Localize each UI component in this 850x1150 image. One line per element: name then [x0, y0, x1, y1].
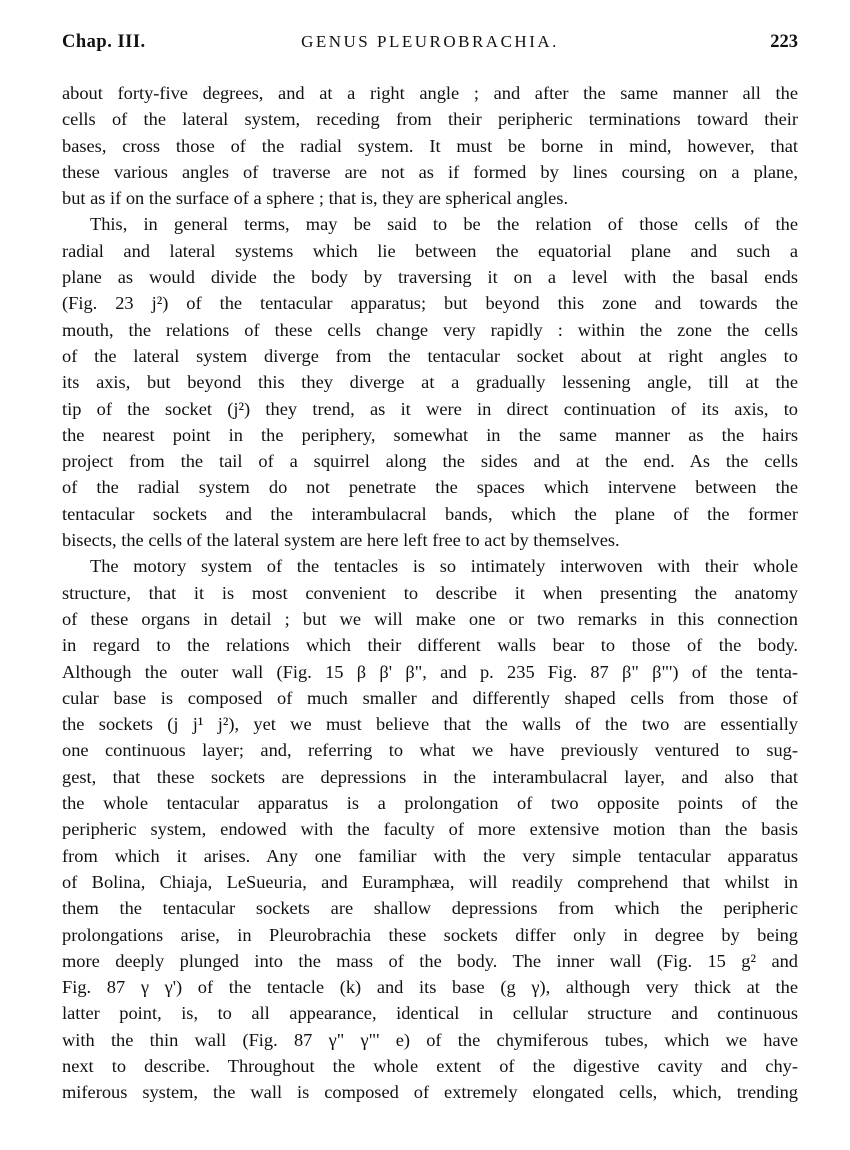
page-number: 223	[770, 32, 798, 52]
text-line: latter point, is, to all appearance, identical in cellular structure and continuous	[62, 1003, 798, 1024]
text-line: cular base is composed of much smaller and differently shaped cells from those of	[62, 687, 798, 708]
text-line: with the thin wall (Fig. 87 γ" γ"' e) of the chymiferous tubes, which we have	[62, 1029, 798, 1050]
text-line: project from the tail of a squirrel along the sides and at the end. As the cells	[62, 451, 798, 472]
text-line: one continuous layer; and, referring to what we have previously ventured to sug-	[62, 740, 798, 761]
text-line: next to describe. Throughout the whole extent of the digestive cavity and chy-	[62, 1055, 798, 1076]
text-line: about forty-five degrees, and at a right angle ; and after the same manner all the	[62, 83, 798, 103]
running-header	[62, 30, 798, 60]
text-line: cells of the lateral system, receding from their peripheric terminations toward their	[62, 109, 798, 130]
book-page	[62, 30, 798, 1106]
text-line: Fig. 87 γ γ') of the tentacle (k) and its base (g γ), although very thick at the	[62, 977, 798, 998]
text-line: its axis, but beyond this they diverge at a gradually lessening angle, till at the	[62, 372, 798, 393]
text-line: Although the outer wall (Fig. 15 β β' β", and p. 235 Fig. 87 β" β"') of the tenta-	[62, 661, 798, 682]
text-line: plane as would divide the body by traversing it on a level with the basal ends	[62, 267, 798, 288]
text-line: the whole tentacular apparatus is a prolongation of two opposite points of the	[62, 793, 798, 814]
text-line: prolongations arise, in Pleurobrachia these sockets differ only in degree by being	[62, 924, 798, 945]
text-line: tip of the socket (j²) they trend, as it were in direct continuation of its axis, to	[62, 398, 798, 419]
text-line: peripheric system, endowed with the faculty of more extensive motion than the basis	[62, 819, 798, 840]
text-line: these various angles of traverse are not as if formed by lines coursing on a plane,	[62, 161, 798, 182]
text-line: bases, cross those of the radial system. It must be borne in mind, however, that	[62, 135, 798, 156]
text-line: bisects, the cells of the lateral system are here left free to act by themselves.	[62, 530, 620, 551]
running-title: GENUS PLEUROBRACHIA.	[301, 32, 559, 51]
text-line: of these organs in detail ; but we will make one or two remarks in this connection	[62, 608, 798, 629]
text-line: This, in general terms, may be said to be the relation of those cells of the	[90, 214, 798, 235]
body-text	[62, 80, 798, 1106]
text-line: them the tentacular sockets are shallow depressions from which the peripheric	[62, 898, 798, 919]
text-line: (Fig. 23 j²) of the tentacular apparatus; but beyond this zone and towards the	[62, 293, 798, 314]
chapter-label: Chap. III.	[62, 32, 146, 52]
text-line: of the radial system do not penetrate the spaces which intervene between the	[62, 477, 798, 498]
text-line: radial and lateral systems which lie between the equatorial plane and such a	[62, 240, 798, 261]
text-line: tentacular sockets and the interambulacral bands, which the plane of the former	[62, 503, 798, 524]
text-line: from which it arises. Any one familiar with the very simple tentacular apparatus	[62, 845, 798, 866]
text-line: the sockets (j j¹ j²), yet we must believe that the walls of the two are essentially	[62, 714, 798, 735]
text-line: in regard to the relations which their different walls bear to those of the body.	[62, 635, 798, 656]
text-line: of Bolina, Chiaja, LeSueuria, and Euramphæa, will readily comprehend that whilst in	[62, 871, 798, 892]
text-line: more deeply plunged into the mass of the body. The inner wall (Fig. 15 g² and	[62, 950, 798, 971]
text-line: of the lateral system diverge from the tentacular socket about at right angles to	[62, 345, 798, 366]
text-line: The motory system of the tentacles is so intimately interwoven with their whole	[90, 556, 798, 577]
text-line: gest, that these sockets are depressions in the interambulacral layer, and also that	[62, 766, 798, 787]
text-line: structure, that it is most convenient to describe it when presenting the anatomy	[62, 582, 798, 603]
text-line: mouth, the relations of these cells change very rapidly : within the zone the cells	[62, 319, 798, 340]
text-line: miferous system, the wall is composed of extremely elongated cells, which, trending	[62, 1082, 798, 1103]
text-line: the nearest point in the periphery, somewhat in the same manner as the hairs	[62, 424, 798, 445]
text-line: but as if on the surface of a sphere ; that is, they are spherical angles.	[62, 188, 569, 209]
